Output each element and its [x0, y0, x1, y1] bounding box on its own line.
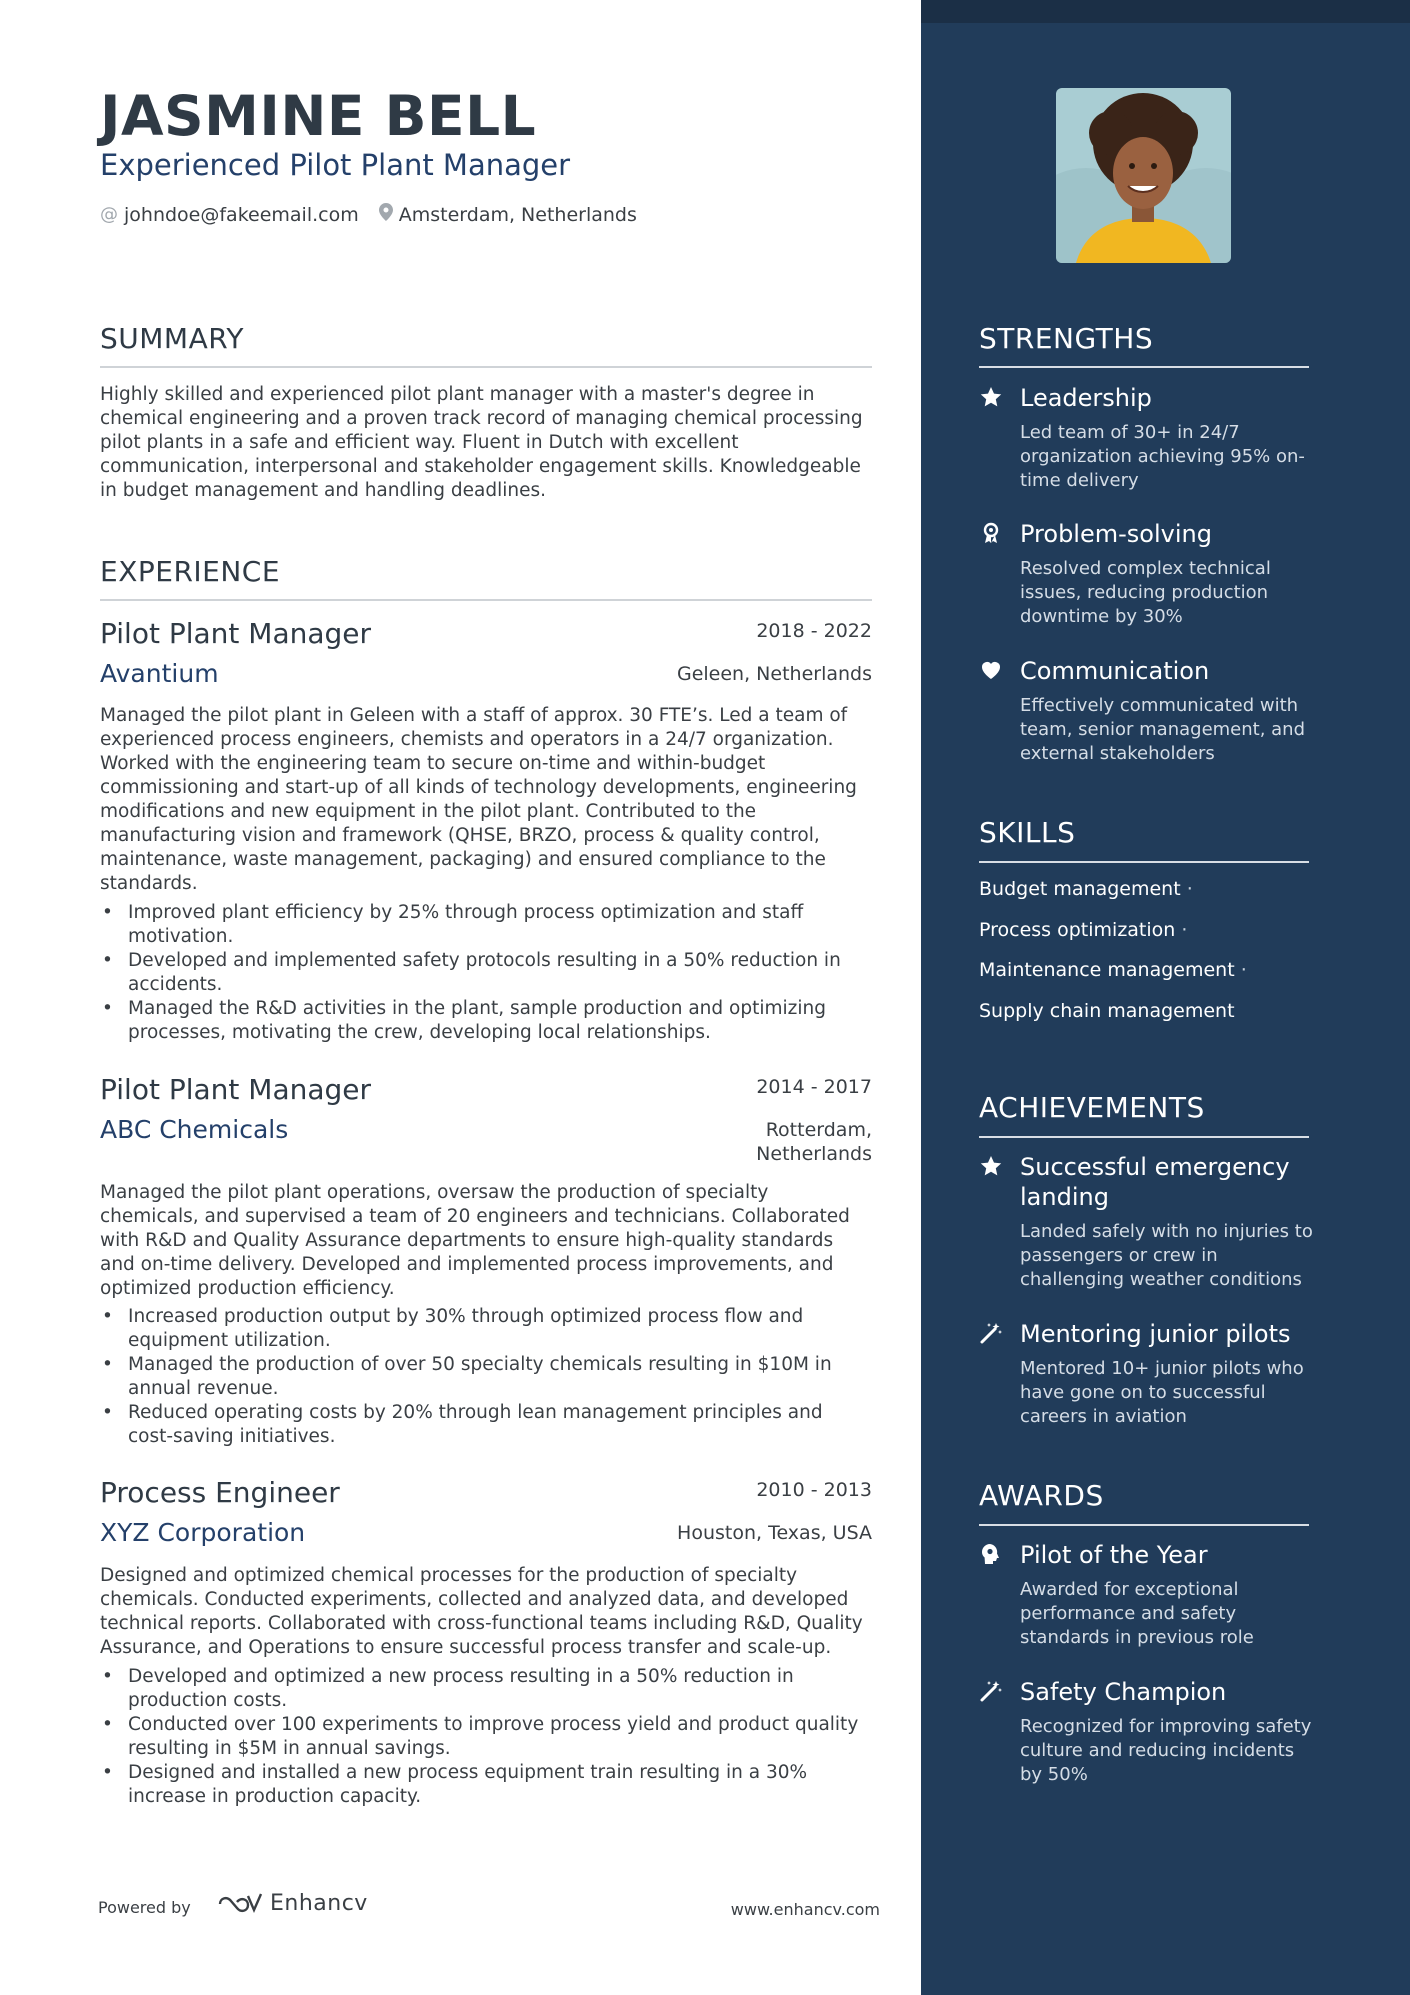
achievements-divider [979, 1136, 1309, 1138]
footer [98, 1890, 880, 1930]
skill-tag: Maintenance management · [979, 959, 1247, 981]
job-title: Process Engineer [100, 1476, 340, 1509]
job-description: Designed and optimized chemical processes for the production of specialty chemicals. Conducted experiments, collected and analyzed data, and developed technical reports. Collaborated with cross-functional teams including R&D, Quality Assurance, and Operations to ensure successful process transfer and scale-up. [100, 1565, 863, 1658]
skill-tag: Process optimization · [979, 919, 1188, 941]
job-location: Rotterdam, Netherlands [756, 1119, 872, 1165]
job-achievements [100, 1305, 872, 1449]
experience-heading: EXPERIENCE [100, 555, 281, 588]
list-item: • Increased production output by 30% through optimized process flow and equipment utilization. [100, 1305, 872, 1353]
job-title: Pilot Plant Manager [100, 617, 372, 650]
head-idea-icon [979, 1542, 1005, 1568]
sidebar [921, 0, 1410, 1995]
candidate-headline: Experienced Pilot Plant Manager [100, 148, 571, 182]
strength-description: Led team of 30+ in 24/7 organization achieving 95% on-time delivery [1020, 422, 1305, 491]
list-item: • Managed the production of over 50 specialty chemicals resulting in $10M in annual revenue. [100, 1353, 872, 1401]
skill-tag: Supply chain management [979, 1000, 1235, 1022]
award-title: Pilot of the Year [1020, 1541, 1208, 1569]
job-title: Pilot Plant Manager [100, 1073, 372, 1106]
summary-divider [100, 366, 872, 368]
powered-by-label: Powered by [98, 1898, 191, 1917]
strength-description: Effectively communicated with team, senior management, and external stakeholders [1020, 695, 1306, 764]
list-item: • Conducted over 100 experiments to improve process yield and product quality resulting in $5M in annual savings. [100, 1713, 872, 1761]
list-item: • Developed and implemented safety protocols resulting in a 50% reduction in accidents. [100, 949, 872, 997]
job-dates: 2014 - 2017 [756, 1076, 872, 1098]
summary-text: Highly skilled and experienced pilot plant manager with a master's degree in chemical engineering and a proven track record of managing chemical processing pilot plants in a safe and efficient way. Fluent in Dutch with excellent communication, interpersonal and stakeholder engagement skills. Knowledgeable in budget management and handling deadlines. [100, 384, 863, 501]
award-description: Recognized for improving safety culture and reducing incidents by 50% [1020, 1716, 1312, 1785]
company-name: ABC Chemicals [100, 1115, 289, 1144]
achievements-heading: ACHIEVEMENTS [979, 1091, 1205, 1124]
list-item: • Managed the R&D activities in the plant, sample production and optimizing processes, motivating the crew, developing local relationships. [100, 997, 872, 1045]
strengths-divider [979, 366, 1309, 368]
candidate-name: JASMINE BELL [100, 84, 537, 148]
skills-divider [979, 861, 1309, 863]
award-title: Safety Champion [1020, 1678, 1227, 1706]
strength-description: Resolved complex technical issues, reducing production downtime by 30% [1020, 558, 1271, 627]
awards-heading: AWARDS [979, 1479, 1104, 1512]
job-description: Managed the pilot plant operations, oversaw the production of specialty chemicals, and supervised a team of 20 engineers and technicians. Collaborated with R&D and Quality Assurance departments to ensure high-quality standards and on-time delivery. Developed and implemented process improvements, and optimized production efficiency. [100, 1182, 850, 1299]
achievement-description: Mentored 10+ junior pilots who have gone on to successful careers in aviation [1020, 1358, 1304, 1427]
list-item: • Reduced operating costs by 20% through lean management principles and cost-saving initiatives. [100, 1401, 872, 1449]
job-achievements [100, 901, 872, 1045]
company-name: XYZ Corporation [100, 1518, 306, 1547]
job-location: Geleen, Netherlands [676, 663, 872, 685]
award-ribbon-icon [979, 521, 1005, 547]
skill-tag: Budget management · [979, 878, 1193, 900]
skills-heading: SKILLS [979, 816, 1076, 849]
job-location: Houston, Texas, USA [677, 1522, 872, 1544]
award-description: Awarded for exceptional performance and safety standards in previous role [1020, 1579, 1254, 1648]
job-description: Managed the pilot plant in Geleen with a staff of approx. 30 FTE’s. Led a team of experienced process engineers, chemists and operators in a 24/7 organization. Worked with the engineering team to secure on-time and within-budget commissioning and start-up of all kinds of technology developments, engineering modifications and new equipment in the pilot plant. Contributed to the manufacturing vision and framework (QHSE, BRZO, process & quality control, maintenance, waste management, packaging) and ensured compliance to the standards. [100, 705, 857, 894]
heart-icon [979, 658, 1005, 684]
website-link[interactable]: www.enhancv.com [730, 1900, 880, 1919]
job-dates: 2010 - 2013 [756, 1479, 872, 1501]
strengths-heading: STRENGTHS [979, 322, 1154, 355]
email-link[interactable]: johndoe@fakeemail.com [124, 203, 359, 226]
strength-title: Leadership [1020, 384, 1152, 412]
strength-title: Communication [1020, 657, 1210, 685]
location-pin-icon [379, 203, 393, 226]
star-icon [979, 1154, 1005, 1180]
magic-wand-icon [979, 1679, 1005, 1705]
location-text: Amsterdam, Netherlands [398, 203, 637, 226]
achievement-title: Mentoring junior pilots [1020, 1320, 1291, 1348]
awards-divider [979, 1524, 1309, 1526]
company-name: Avantium [100, 659, 219, 688]
list-item: • Developed and optimized a new process resulting in a 50% reduction in production costs. [100, 1665, 872, 1713]
achievement-title: Successful emergency landing [1020, 1153, 1290, 1211]
job-dates: 2018 - 2022 [756, 620, 872, 642]
star-icon [979, 385, 1005, 411]
contact-row [100, 203, 637, 226]
strength-title: Problem-solving [1020, 520, 1212, 548]
sidebar-top-band [921, 0, 1410, 23]
at-icon: @ [100, 204, 118, 225]
profile-photo [1056, 88, 1231, 263]
list-item: • Designed and installed a new process equipment train resulting in a 30% increase in production capacity. [100, 1761, 872, 1809]
magic-wand-icon [979, 1321, 1005, 1347]
achievement-description: Landed safely with no injuries to passengers or crew in challenging weather conditions [1020, 1221, 1313, 1290]
job-achievements [100, 1665, 872, 1809]
enhancv-brand: Enhancv [270, 1890, 368, 1916]
list-item: • Improved plant efficiency by 25% through process optimization and staff motivation. [100, 901, 872, 949]
enhancv-logo-icon [216, 1890, 264, 1916]
enhancv-logo[interactable] [216, 1890, 368, 1916]
experience-divider [100, 599, 872, 601]
summary-heading: SUMMARY [100, 322, 245, 355]
